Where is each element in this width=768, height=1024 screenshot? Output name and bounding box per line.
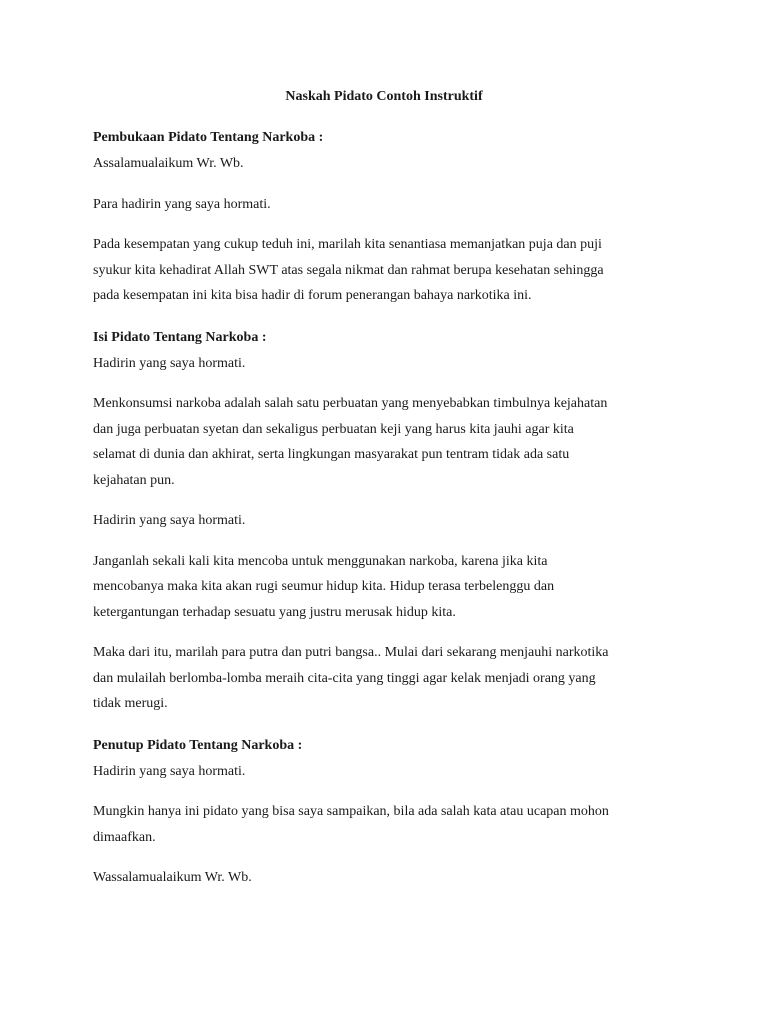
closing-address: Hadirin yang saya hormati.	[93, 763, 246, 779]
body-address-1: Hadirin yang saya hormati.	[93, 355, 246, 371]
document-title: Naskah Pidato Contoh Instruktif	[285, 89, 483, 104]
body-paragraph-2: Janganlah sekali kali kita mencoba untuk menggunakan narkoba, karena jika kita mencobanya maka kita akan rugi seumur hidup kita. Hidup terasa terbelenggu dan ketergantungan terhadap sesuatu yang justru merusak hidup kita.	[93, 553, 555, 620]
opening-heading: Pembukaan Pidato Tentang Narkoba :	[93, 130, 324, 145]
closing-farewell: Wassalamualaikum Wr. Wb.	[93, 870, 252, 885]
closing-heading: Penutup Pidato Tentang Narkoba :	[93, 737, 303, 753]
body-paragraph-1: Menkonsumsi narkoba adalah salah satu perbuatan yang menyebabkan timbulnya kejahatan dan juga perbuatan syetan dan sekaligus perbuatan keji yang harus kita jauhi agar kita selamat di dunia dan akhirat, serta lingkungan masyarakat pun tentram tidak ada satu kejahatan pun.	[93, 396, 608, 488]
document-content	[93, 125, 683, 891]
body-address-2: Hadirin yang saya hormati.	[93, 513, 246, 528]
opening-paragraph: Pada kesempatan yang cukup teduh ini, marilah kita senantiasa memanjatkan puja dan puji syukur kita kehadirat Allah SWT atas segala nikmat dan rahmat berupa kesehatan sehingga pada kesempatan ini kita bisa hadir di forum penerangan bahaya narkotika ini.	[93, 237, 604, 303]
opening-address: Para hadirin yang saya hormati.	[93, 196, 271, 212]
body-paragraph-3: Maka dari itu, marilah para putra dan putri bangsa.. Mulai dari sekarang menjauhi narkotika dan mulailah berlomba-lomba meraih cita-cita yang tinggi agar kelak menjadi orang yang tidak merugi.	[93, 645, 609, 711]
closing-paragraph: Mungkin hanya ini pidato yang bisa saya sampaikan, bila ada salah kata atau ucapan mohon dimaafkan.	[93, 804, 609, 845]
opening-greeting: Assalamualaikum Wr. Wb.	[93, 156, 244, 171]
body-heading: Isi Pidato Tentang Narkoba :	[93, 329, 267, 345]
